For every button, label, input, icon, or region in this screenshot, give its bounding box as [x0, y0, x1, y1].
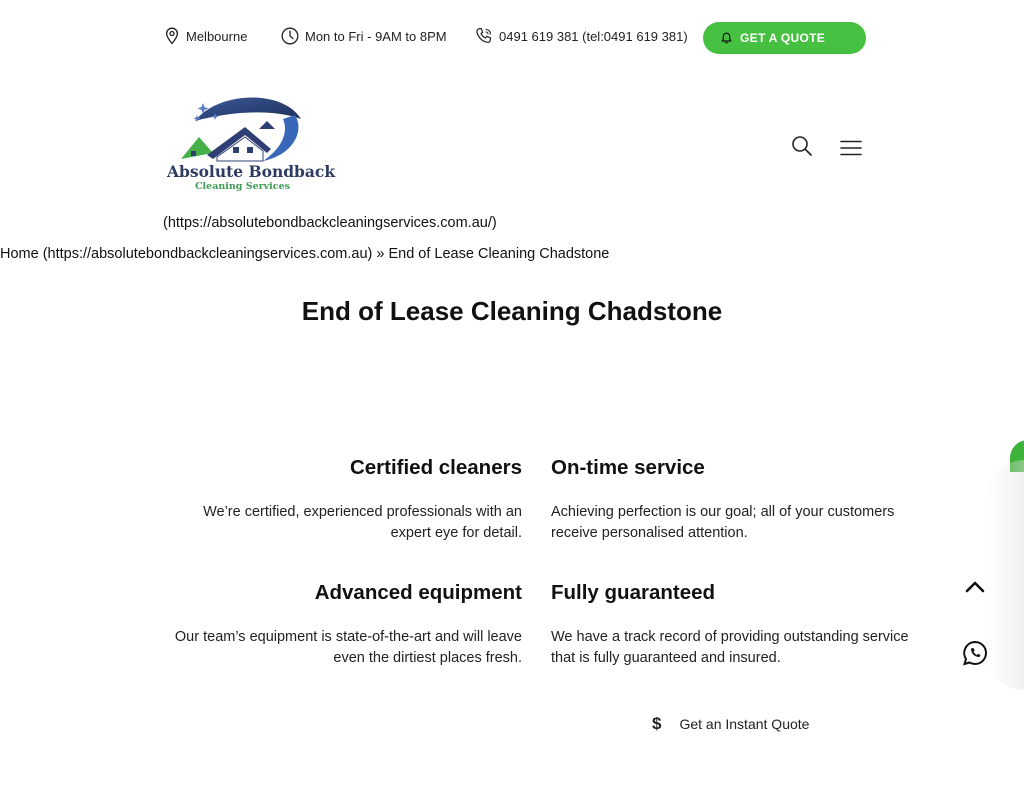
bell-icon [721, 32, 732, 44]
feature-guaranteed [551, 581, 911, 669]
feature-title: Fully guaranteed [551, 581, 716, 604]
feature-title: Advanced equipment [314, 581, 522, 604]
topbar-phone[interactable] [475, 27, 688, 45]
feature-equipment [170, 581, 522, 669]
feature-text: Our team’s equipment is state-of-the-art and will leave even the dirtiest places fresh. [174, 629, 522, 666]
side-panel-shadow [985, 460, 1024, 690]
location-text: Melbourne [186, 28, 248, 44]
dollar-icon: $ [652, 714, 662, 733]
logo-subtitle: Cleaning Services [195, 181, 290, 192]
feature-text: We have a track record of providing outstanding service that is fully guaranteed and insured. [551, 629, 909, 666]
get-a-quote-button[interactable] [703, 22, 866, 54]
chevron-up-icon[interactable] [964, 578, 986, 594]
page-title: End of Lease Cleaning Chadstone [301, 296, 723, 326]
hamburger-menu-icon[interactable] [840, 140, 862, 156]
feature-certified [170, 456, 522, 544]
breadcrumb[interactable]: Home (https://absolutebondbackcleaningservices.com.au) » End of Lease Cleaning Chadstone [0, 246, 610, 262]
phone-icon [475, 27, 493, 45]
feature-title: On-time service [551, 456, 705, 479]
home-link[interactable]: (https://absolutebondbackcleaningservices.com.au/) [163, 215, 497, 231]
logo-title: Absolute Bondback [167, 162, 336, 181]
instant-quote-label: Get an Instant Quote [679, 716, 810, 732]
clock-icon [281, 27, 299, 45]
location-pin-icon [164, 27, 180, 45]
feature-title: Certified cleaners [349, 456, 522, 479]
feature-on-time [551, 456, 911, 544]
get-a-quote-label: GET A QUOTE [740, 31, 826, 45]
phone-link[interactable]: 0491 619 381 (tel:0491 619 381) [499, 28, 688, 44]
hours-text: Mon to Fri - 9AM to 8PM [305, 28, 447, 44]
feature-text: We’re certified, experienced professionals with an expert eye for detail. [203, 504, 522, 541]
whatsapp-icon[interactable] [962, 640, 988, 666]
search-icon[interactable] [791, 135, 813, 157]
instant-quote-link[interactable] [652, 714, 809, 734]
topbar-location [164, 27, 247, 45]
feature-text: Achieving perfection is our goal; all of your customers receive personalised attention. [551, 504, 895, 541]
topbar-hours [281, 27, 447, 45]
